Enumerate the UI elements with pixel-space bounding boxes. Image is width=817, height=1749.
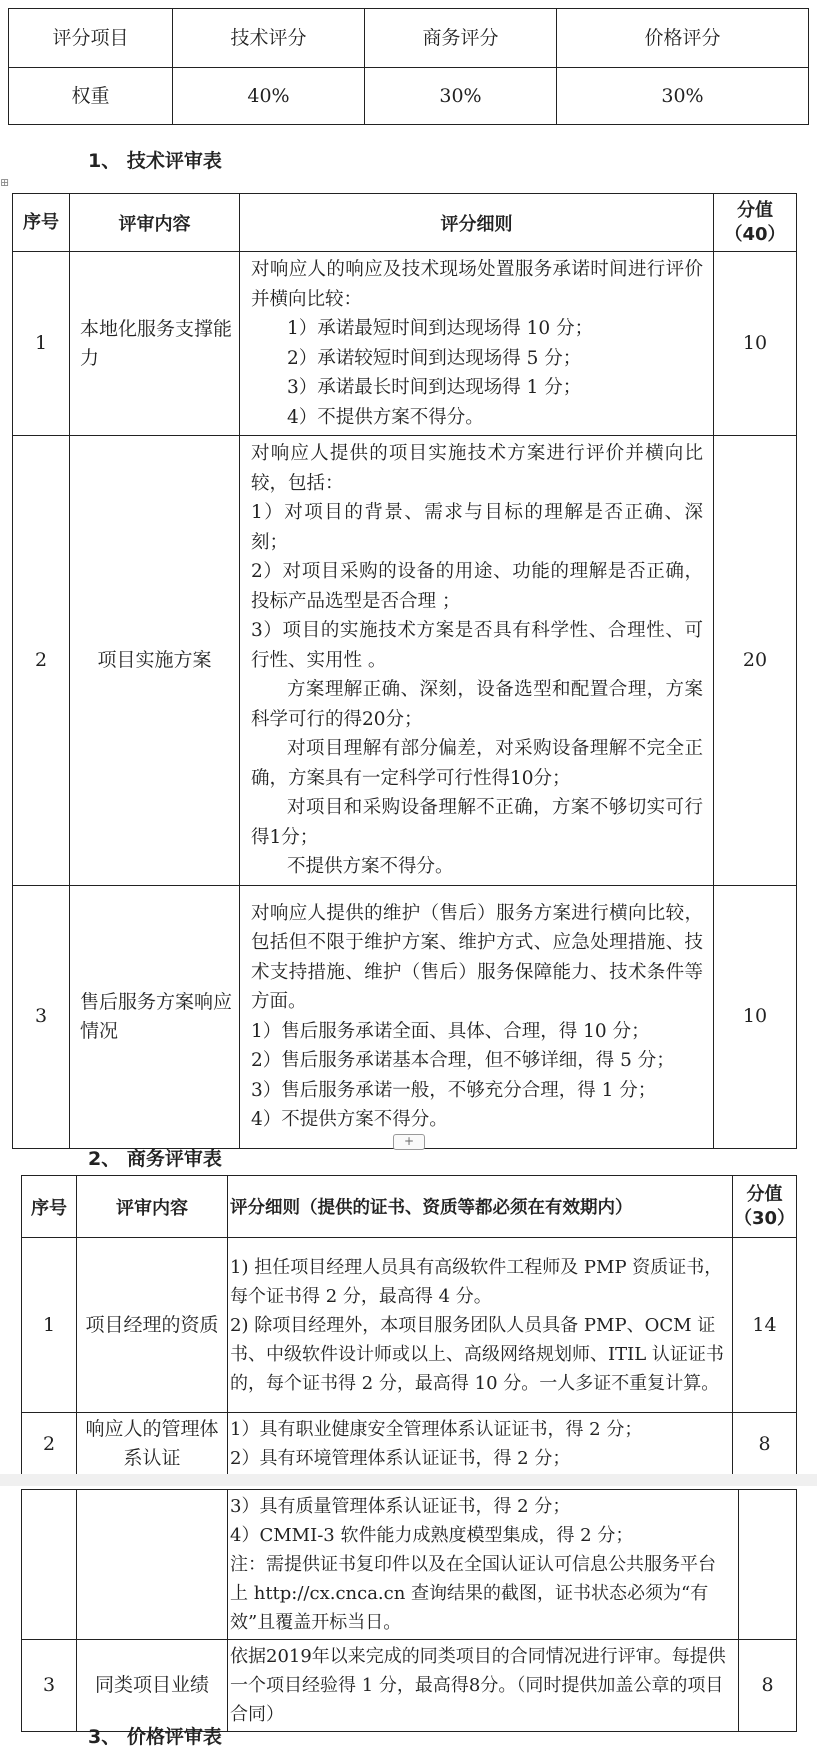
biz-row-no: 2 (22, 1413, 77, 1476)
biz-header-no: 序号 (22, 1176, 77, 1238)
tech-row-rules (240, 885, 714, 1148)
tech-row-no: 1 (13, 252, 70, 436)
add-row-button[interactable]: + (393, 1134, 425, 1150)
rule-line: 1）具有职业健康安全管理体系认证证书，得 2 分； (230, 1419, 643, 1440)
biz-row-content: 项目经理的资质 (77, 1238, 228, 1413)
weights-header-price: 价格评分 (557, 9, 809, 68)
weights-header-tech: 技术评分 (173, 9, 365, 68)
biz-row-rules (228, 1640, 739, 1732)
tech-row-content: 售后服务方案响应情况 (70, 885, 240, 1148)
rule-line: 4）CMMI-3 软件能力成熟度模型集成，得 2 分； (230, 1525, 634, 1546)
biz-row-rules (228, 1413, 733, 1476)
tech-row-score: 10 (714, 885, 797, 1148)
biz-row-score: 14 (733, 1238, 797, 1413)
rule-line: 1）对项目的背景、需求与目标的理解是否正确、深刻； (251, 502, 703, 553)
rule-line: 4）不提供方案不得分。 (251, 1109, 448, 1130)
rule-line: 2）对项目采购的设备的用途、功能的理解是否正确，投标产品选型是否合理 ； (251, 561, 703, 612)
tech-header-no: 序号 (13, 194, 70, 252)
rule-line: 对响应人的响应及技术现场处置服务承诺时间进行评价并横向比较： (251, 259, 703, 310)
weights-tech: 40% (173, 68, 365, 125)
rule-line: 2）承诺较短时间到达现场得 5 分； (287, 347, 582, 369)
tech-row-content: 项目实施方案 (70, 436, 240, 886)
rule-line: 1）承诺最短时间到达现场得 10 分； (287, 318, 594, 339)
biz-header-rules: 评分细则（提供的证书、资质等都必须在有效期内） (228, 1176, 733, 1238)
tech-row-no: 3 (13, 885, 70, 1148)
rule-line: 注：需提供证书复印件以及在全国认证认可信息公共服务平台上 http://cx.cnca.cn 查询结果的截图，证书状态必须为“有效”且覆盖开标当日。 (230, 1554, 716, 1633)
rule-line: 对响应人提供的维护（售后）服务方案进行横向比较，包括但不限于维护方案、维护方式、应急处理措施、技术支持措施、维护（售后）服务保障能力、技术条件等方面。 (251, 902, 703, 1012)
rule-line: 依据2019年以来完成的同类项目的合同情况进行评审。每提供一个项目经验得 1 分，最高得8分。（同时提供加盖公章的项目合同） (230, 1646, 726, 1725)
rule-line: 4）不提供方案不得分。 (287, 406, 484, 428)
rule-line: 1) 担任项目经理人员具有高级软件工程师及 PMP 资质证书，每个证书得 2 分，最高得 4 分。 (230, 1256, 723, 1307)
weights-price: 30% (557, 68, 809, 125)
rule-line: 3）售后服务承诺一般，不够充分合理，得 1 分； (251, 1079, 657, 1101)
tech-header-score: 分值（40） (714, 194, 797, 252)
rule-line: 3）项目的实施技术方案是否具有科学性、合理性、可行性、实用性 。 (251, 620, 703, 671)
table-move-handle[interactable]: ⊞ (0, 176, 10, 189)
weights-table (8, 8, 809, 125)
biz-cont-no (22, 1490, 77, 1640)
rule-line: 2）具有环境管理体系认证证书，得 2 分； (230, 1448, 571, 1469)
biz-cont-content (77, 1490, 228, 1640)
rule-line: 3）承诺最长时间到达现场得 1 分； (287, 377, 582, 398)
tech-row-score: 20 (714, 436, 797, 886)
biz-row-score: 8 (733, 1413, 797, 1476)
weights-header-item: 评分项目 (9, 9, 173, 68)
biz-row-no: 1 (22, 1238, 77, 1413)
biz-header-content: 评审内容 (77, 1176, 228, 1238)
biz-header-score: 分值（30） (733, 1176, 797, 1238)
tech-row-content: 本地化服务支撑能力 (70, 252, 240, 436)
biz-cont-score (739, 1490, 797, 1640)
biz-table-continued (21, 1489, 797, 1732)
rule-line: 2）售后服务承诺基本合理，但不够详细，得 5 分； (251, 1050, 675, 1071)
rule-line: 3）具有质量管理体系认证证书，得 2 分； (230, 1496, 571, 1517)
biz-row-content: 响应人的管理体系认证 (77, 1413, 228, 1476)
tech-header-content: 评审内容 (70, 194, 240, 252)
biz-row-rules (228, 1238, 733, 1413)
section1-heading: 1、 技术评审表 (88, 150, 222, 172)
biz-table (21, 1175, 797, 1476)
tech-header-rules: 评分细则 (240, 194, 714, 252)
biz-row-score: 8 (739, 1640, 797, 1732)
section2-heading: 2、 商务评审表 (88, 1148, 222, 1170)
rule-line: 2) 除项目经理外，本项目服务团队人员具备 PMP、OCM 证书、中级软件设计师或以上、高级网络规划师、ITIL 认证证书的，每个证书得 2 分，最高得 10 分。一人多证不重复计算。 (230, 1314, 724, 1394)
tech-row-rules (240, 436, 714, 886)
biz-row-no: 3 (22, 1640, 77, 1732)
tech-row-no: 2 (13, 436, 70, 886)
weights-biz: 30% (365, 68, 557, 125)
section3-heading-partial: 3、 价格评审表 (88, 1726, 222, 1748)
weights-header-biz: 商务评分 (365, 9, 557, 68)
page-break (0, 1474, 817, 1486)
rule-line: 对项目和采购设备理解不正确，方案不够切实可行得1分； (251, 797, 703, 848)
rule-line: 对响应人提供的项目实施技术方案进行评价并横向比较，包括： (251, 443, 703, 494)
rule-line: 方案理解正确、深刻，设备选型和配置合理，方案科学可行的得20分； (251, 679, 703, 730)
rule-line: 不提供方案不得分。 (287, 856, 454, 877)
tech-row-score: 10 (714, 252, 797, 436)
biz-cont-rules (228, 1490, 739, 1640)
biz-row-content: 同类项目业绩 (77, 1640, 228, 1732)
tech-table (12, 193, 797, 1149)
rule-line: 1）售后服务承诺全面、具体、合理，得 10 分； (251, 1020, 650, 1042)
rule-line: 对项目理解有部分偏差，对采购设备理解不完全正确，方案具有一定科学可行性得10分； (251, 738, 703, 789)
tech-row-rules (240, 252, 714, 436)
weights-label: 权重 (9, 68, 173, 125)
